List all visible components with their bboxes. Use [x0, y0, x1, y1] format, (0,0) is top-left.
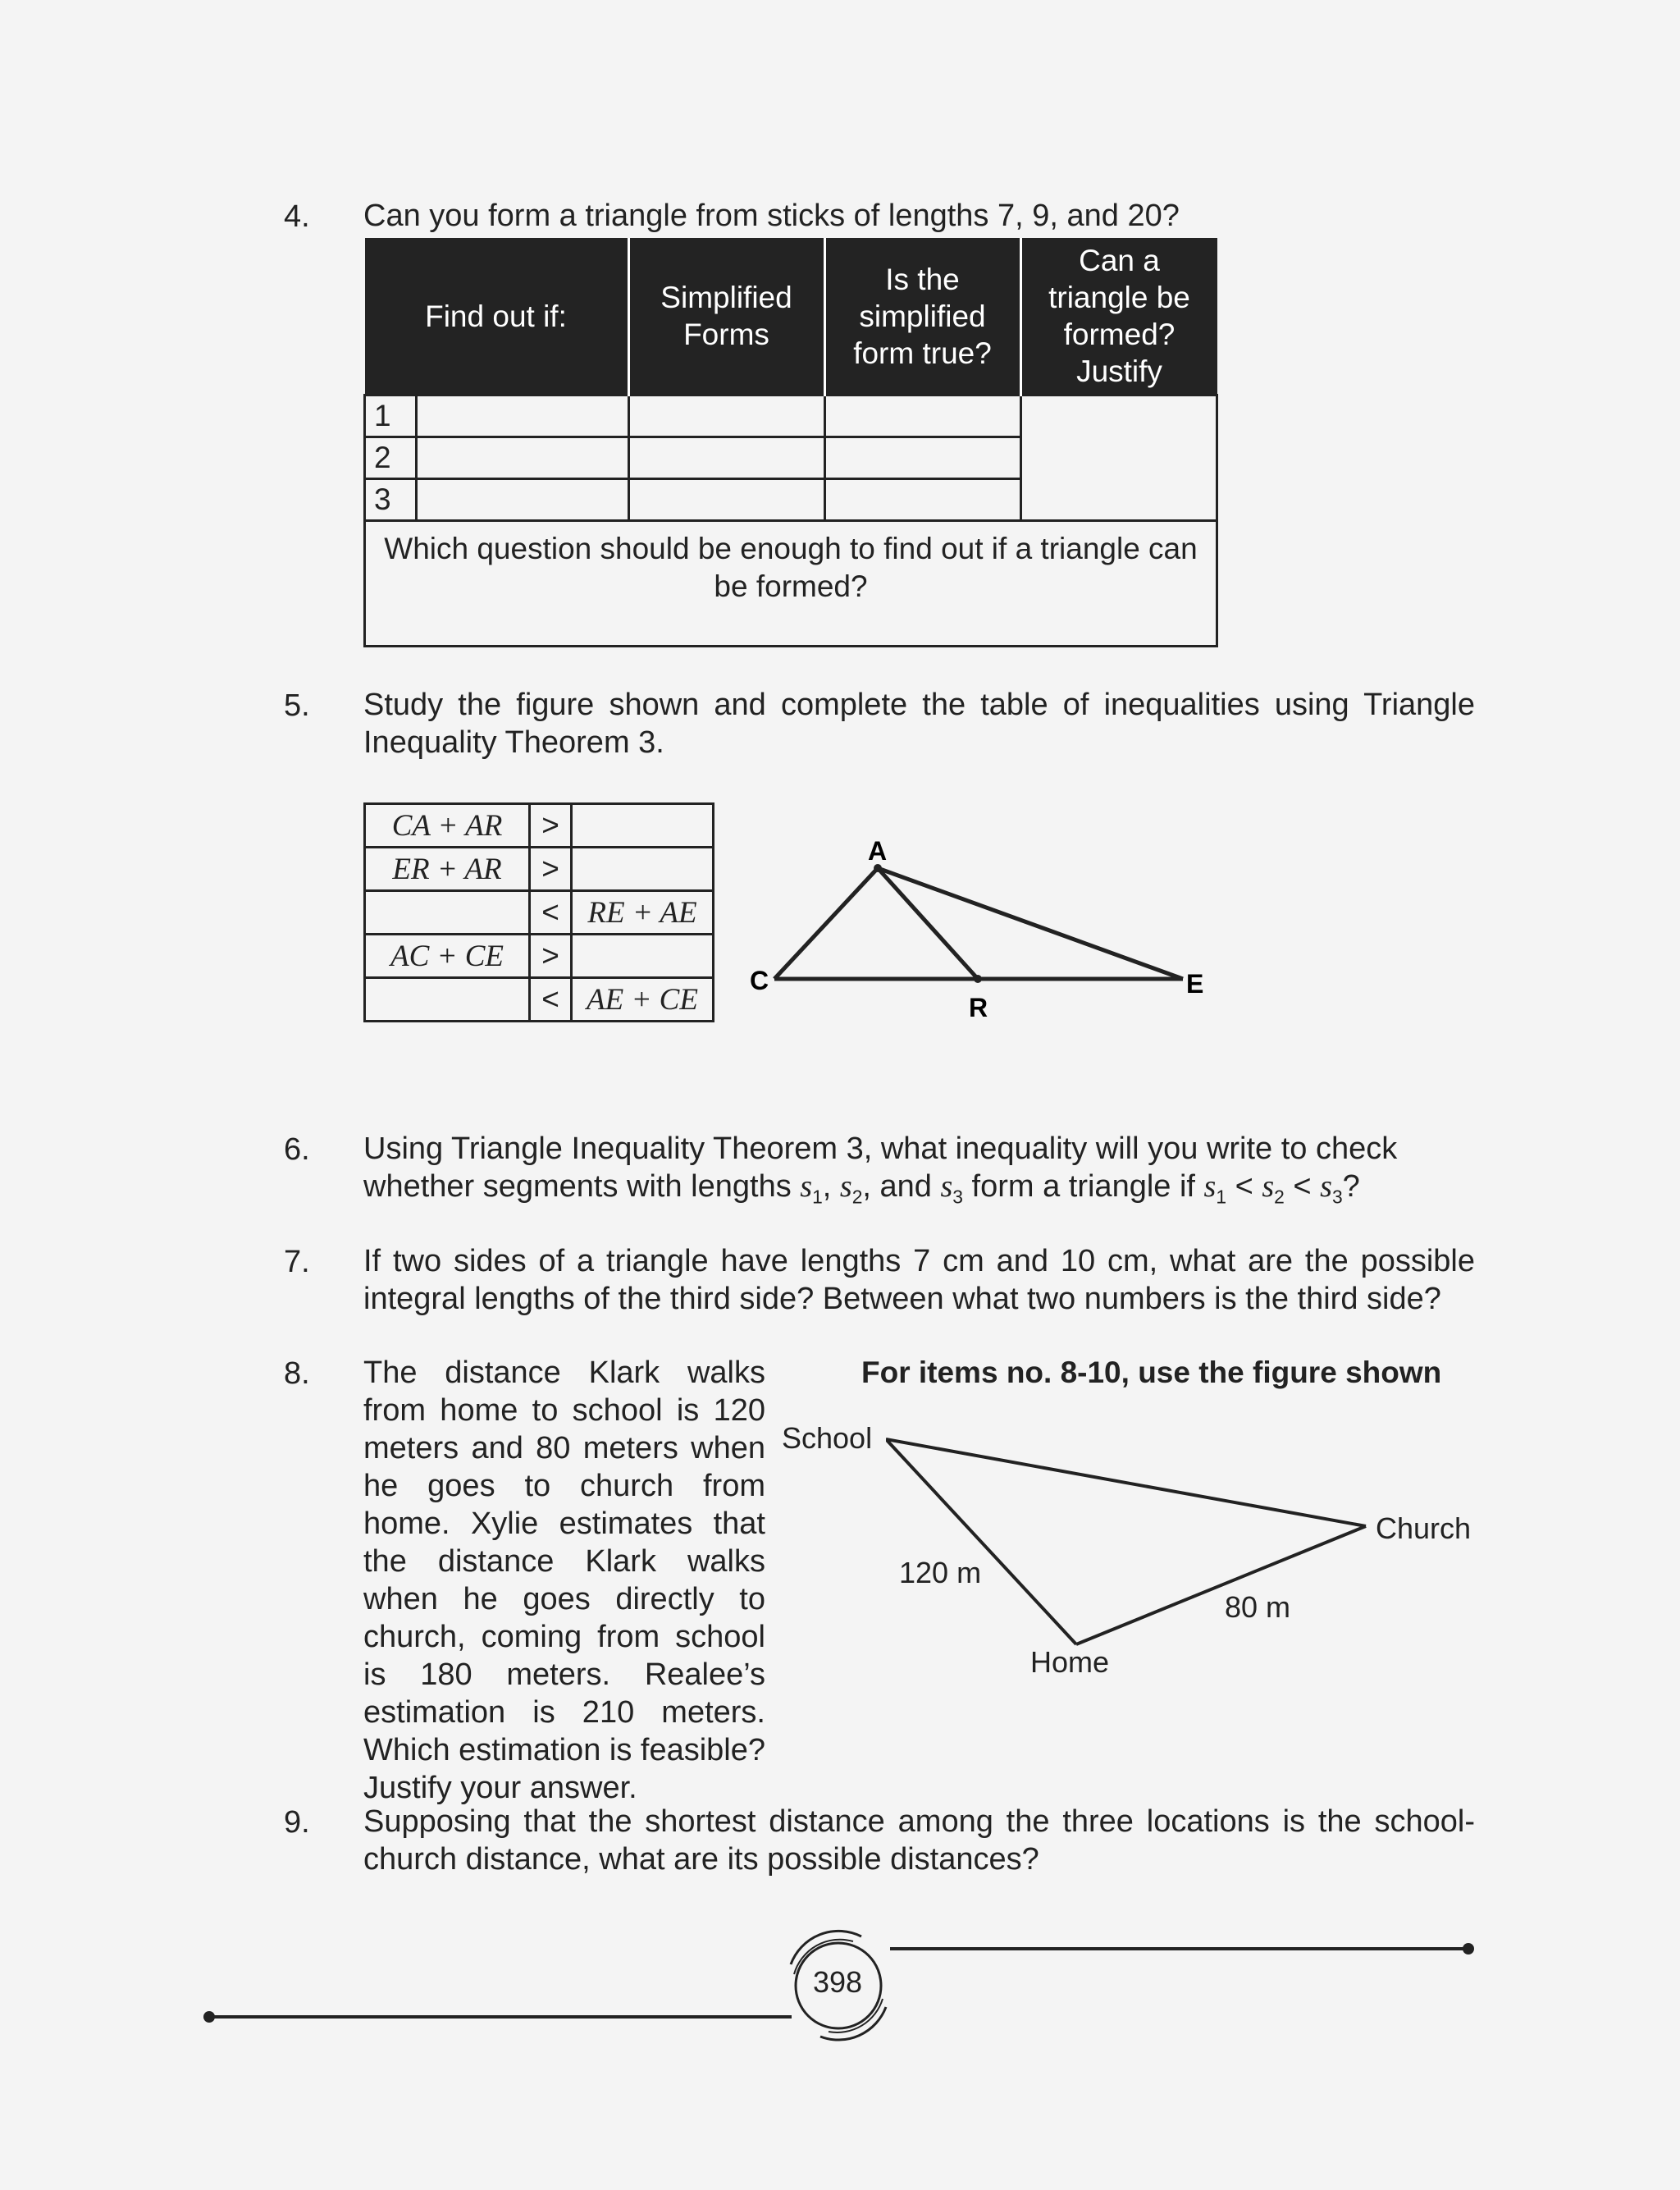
row-number: 1 [365, 395, 417, 437]
answer-cell[interactable] [417, 479, 629, 521]
table-row [365, 848, 714, 891]
ineq-op: > [530, 935, 572, 978]
ineq-op: > [530, 848, 572, 891]
q8-number: 8. [284, 1356, 310, 1391]
label-a: A [868, 836, 888, 866]
answer-cell[interactable] [628, 437, 824, 479]
label-church: Church [1376, 1511, 1472, 1545]
q9-number: 9. [284, 1805, 310, 1840]
q5-inequality-table [363, 802, 714, 1022]
ineq-right[interactable] [572, 935, 714, 978]
label-80m: 80 m [1225, 1590, 1291, 1624]
answer-cell[interactable] [824, 479, 1020, 521]
header-can-form: Can a triangle be formed? Justify [1020, 238, 1217, 395]
label-e: E [1186, 969, 1204, 999]
label-c: C [750, 966, 769, 995]
row-number: 3 [365, 479, 417, 521]
row-number: 2 [365, 437, 417, 479]
ineq-right[interactable] [572, 804, 714, 848]
ineq-right: AE + CE [572, 978, 714, 1022]
q6-line1: Using Triangle Inequality Theorem 3, what inequality will you write to check [363, 1132, 1398, 1166]
ineq-left[interactable] [365, 978, 530, 1022]
ineq-right: RE + AE [572, 891, 714, 935]
justify-cell[interactable] [1020, 395, 1217, 521]
answer-cell[interactable] [824, 395, 1020, 437]
q6-text [363, 1130, 1475, 1216]
ineq-left: AC + CE [365, 935, 530, 978]
q8-text: The distance Klark walks from home to school is 120 meters and 80 meters when he goes to church from home. Xylie estimates that the distance Klark walks when he goes directly to church, coming from school is 180 meters. Realee’s estimation is 210 meters. Which estimation is feasible? Justify your answer. [363, 1356, 765, 1805]
ineq-left[interactable] [365, 891, 530, 935]
q9-text: Supposing that the shortest distance among the three locations is the school-church distance, what are its possible distances? [363, 1804, 1475, 1877]
q7-text: If two sides of a triangle have lengths 7 cm and 10 cm, what are the possible integral lengths of the third side? Between what two numbers is the third side? [363, 1244, 1475, 1316]
label-school: School [782, 1421, 873, 1455]
figure-instruction: For items no. 8-10, use the figure shown [861, 1356, 1442, 1389]
triangle-acre-figure [738, 829, 1230, 1026]
q4-table [363, 238, 1218, 647]
table-row [365, 395, 1217, 437]
table-row [365, 978, 714, 1022]
answer-cell[interactable] [628, 395, 824, 437]
ineq-op: < [530, 978, 572, 1022]
label-r: R [969, 993, 988, 1022]
header-find-out: Find out if: [365, 238, 629, 395]
q6-number: 6. [284, 1132, 310, 1167]
answer-cell[interactable] [628, 479, 824, 521]
label-120m: 120 m [899, 1556, 982, 1589]
ineq-op: > [530, 804, 572, 848]
answer-cell[interactable] [417, 395, 629, 437]
table-footer-question: Which question should be enough to find out if a triangle can be formed? [365, 521, 1217, 647]
ineq-right[interactable] [572, 848, 714, 891]
page-number: 398 [812, 1965, 863, 1999]
table-row [365, 804, 714, 848]
answer-cell[interactable] [824, 437, 1020, 479]
table-row [365, 891, 714, 935]
table-row [365, 935, 714, 978]
q5-text: Study the figure shown and complete the table of inequalities using Triangle Inequality Theorem 3. [363, 688, 1475, 760]
answer-cell[interactable] [417, 437, 629, 479]
label-home: Home [1030, 1645, 1110, 1679]
q7-number: 7. [284, 1245, 310, 1279]
q4-text: Can you form a triangle from sticks of lengths 7, 9, and 20? [363, 199, 1180, 233]
ineq-left: ER + AR [365, 848, 530, 891]
q6-line2: whether segments with lengths $s_1$, $s_2$, and $s_3$ form a triangle if $s_1 < s_2 < s_3$? [363, 1169, 1360, 1208]
ineq-left: CA + AR [365, 804, 530, 848]
header-is-true: Is the simplified form true? [824, 238, 1020, 395]
q5-number: 5. [284, 688, 310, 723]
ineq-op: < [530, 891, 572, 935]
school-church-home-figure [886, 1428, 1378, 1674]
q4-number: 4. [284, 199, 310, 234]
header-simplified-forms: Simplified Forms [628, 238, 824, 395]
q6-line2-pre: whether segments with lengths [363, 1169, 792, 1204]
